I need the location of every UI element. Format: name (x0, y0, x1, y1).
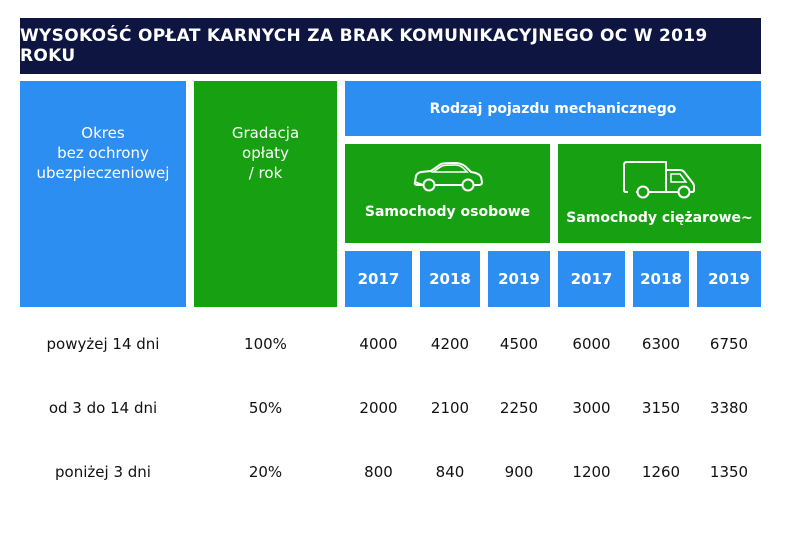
period-header-text (20, 81, 186, 225)
year-header: 2019 (697, 251, 761, 307)
year-header: 2018 (633, 251, 689, 307)
page-title: WYSOKOŚĆ OPŁAT KARNYCH ZA BRAK KOMUNIKACYJNEGO OC W 2019 ROKU (20, 26, 708, 66)
value-cell: 6750 (709, 335, 749, 353)
gradation-cell: 50% (248, 399, 283, 417)
value-cell: 1350 (709, 463, 749, 481)
period-cell: od 3 do 14 dni (48, 399, 158, 417)
car-icon (411, 160, 485, 194)
gradation-header-text (194, 81, 337, 225)
trucks-label: Samochody ciężarowe~ (566, 210, 753, 226)
gradation-header-line: / rok (248, 164, 283, 182)
period-cell: poniżej 3 dni (55, 463, 151, 481)
value-cell: 4200 (430, 335, 470, 353)
value-cell: 1200 (572, 463, 611, 481)
value-cell: 4500 (499, 335, 539, 353)
vehicle-type-label: Rodzaj pojazdu mechanicznego (429, 100, 677, 117)
trucks-category (558, 144, 761, 243)
period-header (20, 81, 186, 307)
period-cell: powyżej 14 dni (46, 335, 160, 353)
period-header-line: bez ochrony (57, 144, 149, 162)
value-cell: 2250 (499, 399, 539, 417)
value-cell: 3000 (572, 399, 611, 417)
vehicle-type-header (345, 81, 761, 136)
value-cell: 2100 (430, 399, 470, 417)
value-cell: 4000 (359, 335, 398, 353)
period-header-line: Okres (81, 124, 125, 142)
value-cell: 800 (364, 463, 393, 481)
truck-icon (622, 160, 698, 200)
title-bar (20, 18, 761, 74)
gradation-header (194, 81, 337, 307)
value-cell: 1260 (641, 463, 681, 481)
value-cell: 6300 (641, 335, 681, 353)
year-header: 2017 (345, 251, 412, 307)
gradation-cell: 100% (244, 335, 287, 353)
gradation-header-line: Gradacja (231, 124, 300, 142)
gradation-header-line: opłaty (242, 144, 289, 162)
value-cell: 900 (504, 463, 534, 481)
period-header-line: ubezpieczeniowej (36, 164, 170, 182)
value-cell: 840 (435, 463, 465, 481)
gradation-cell: 20% (248, 463, 283, 481)
year-header: 2017 (558, 251, 625, 307)
year-header: 2018 (420, 251, 480, 307)
value-cell: 3150 (641, 399, 681, 417)
cars-label: Samochody osobowe (364, 204, 531, 220)
cars-category (345, 144, 550, 243)
value-cell: 6000 (572, 335, 611, 353)
value-cell: 2000 (359, 399, 398, 417)
value-cell: 3380 (709, 399, 749, 417)
year-header: 2019 (488, 251, 550, 307)
